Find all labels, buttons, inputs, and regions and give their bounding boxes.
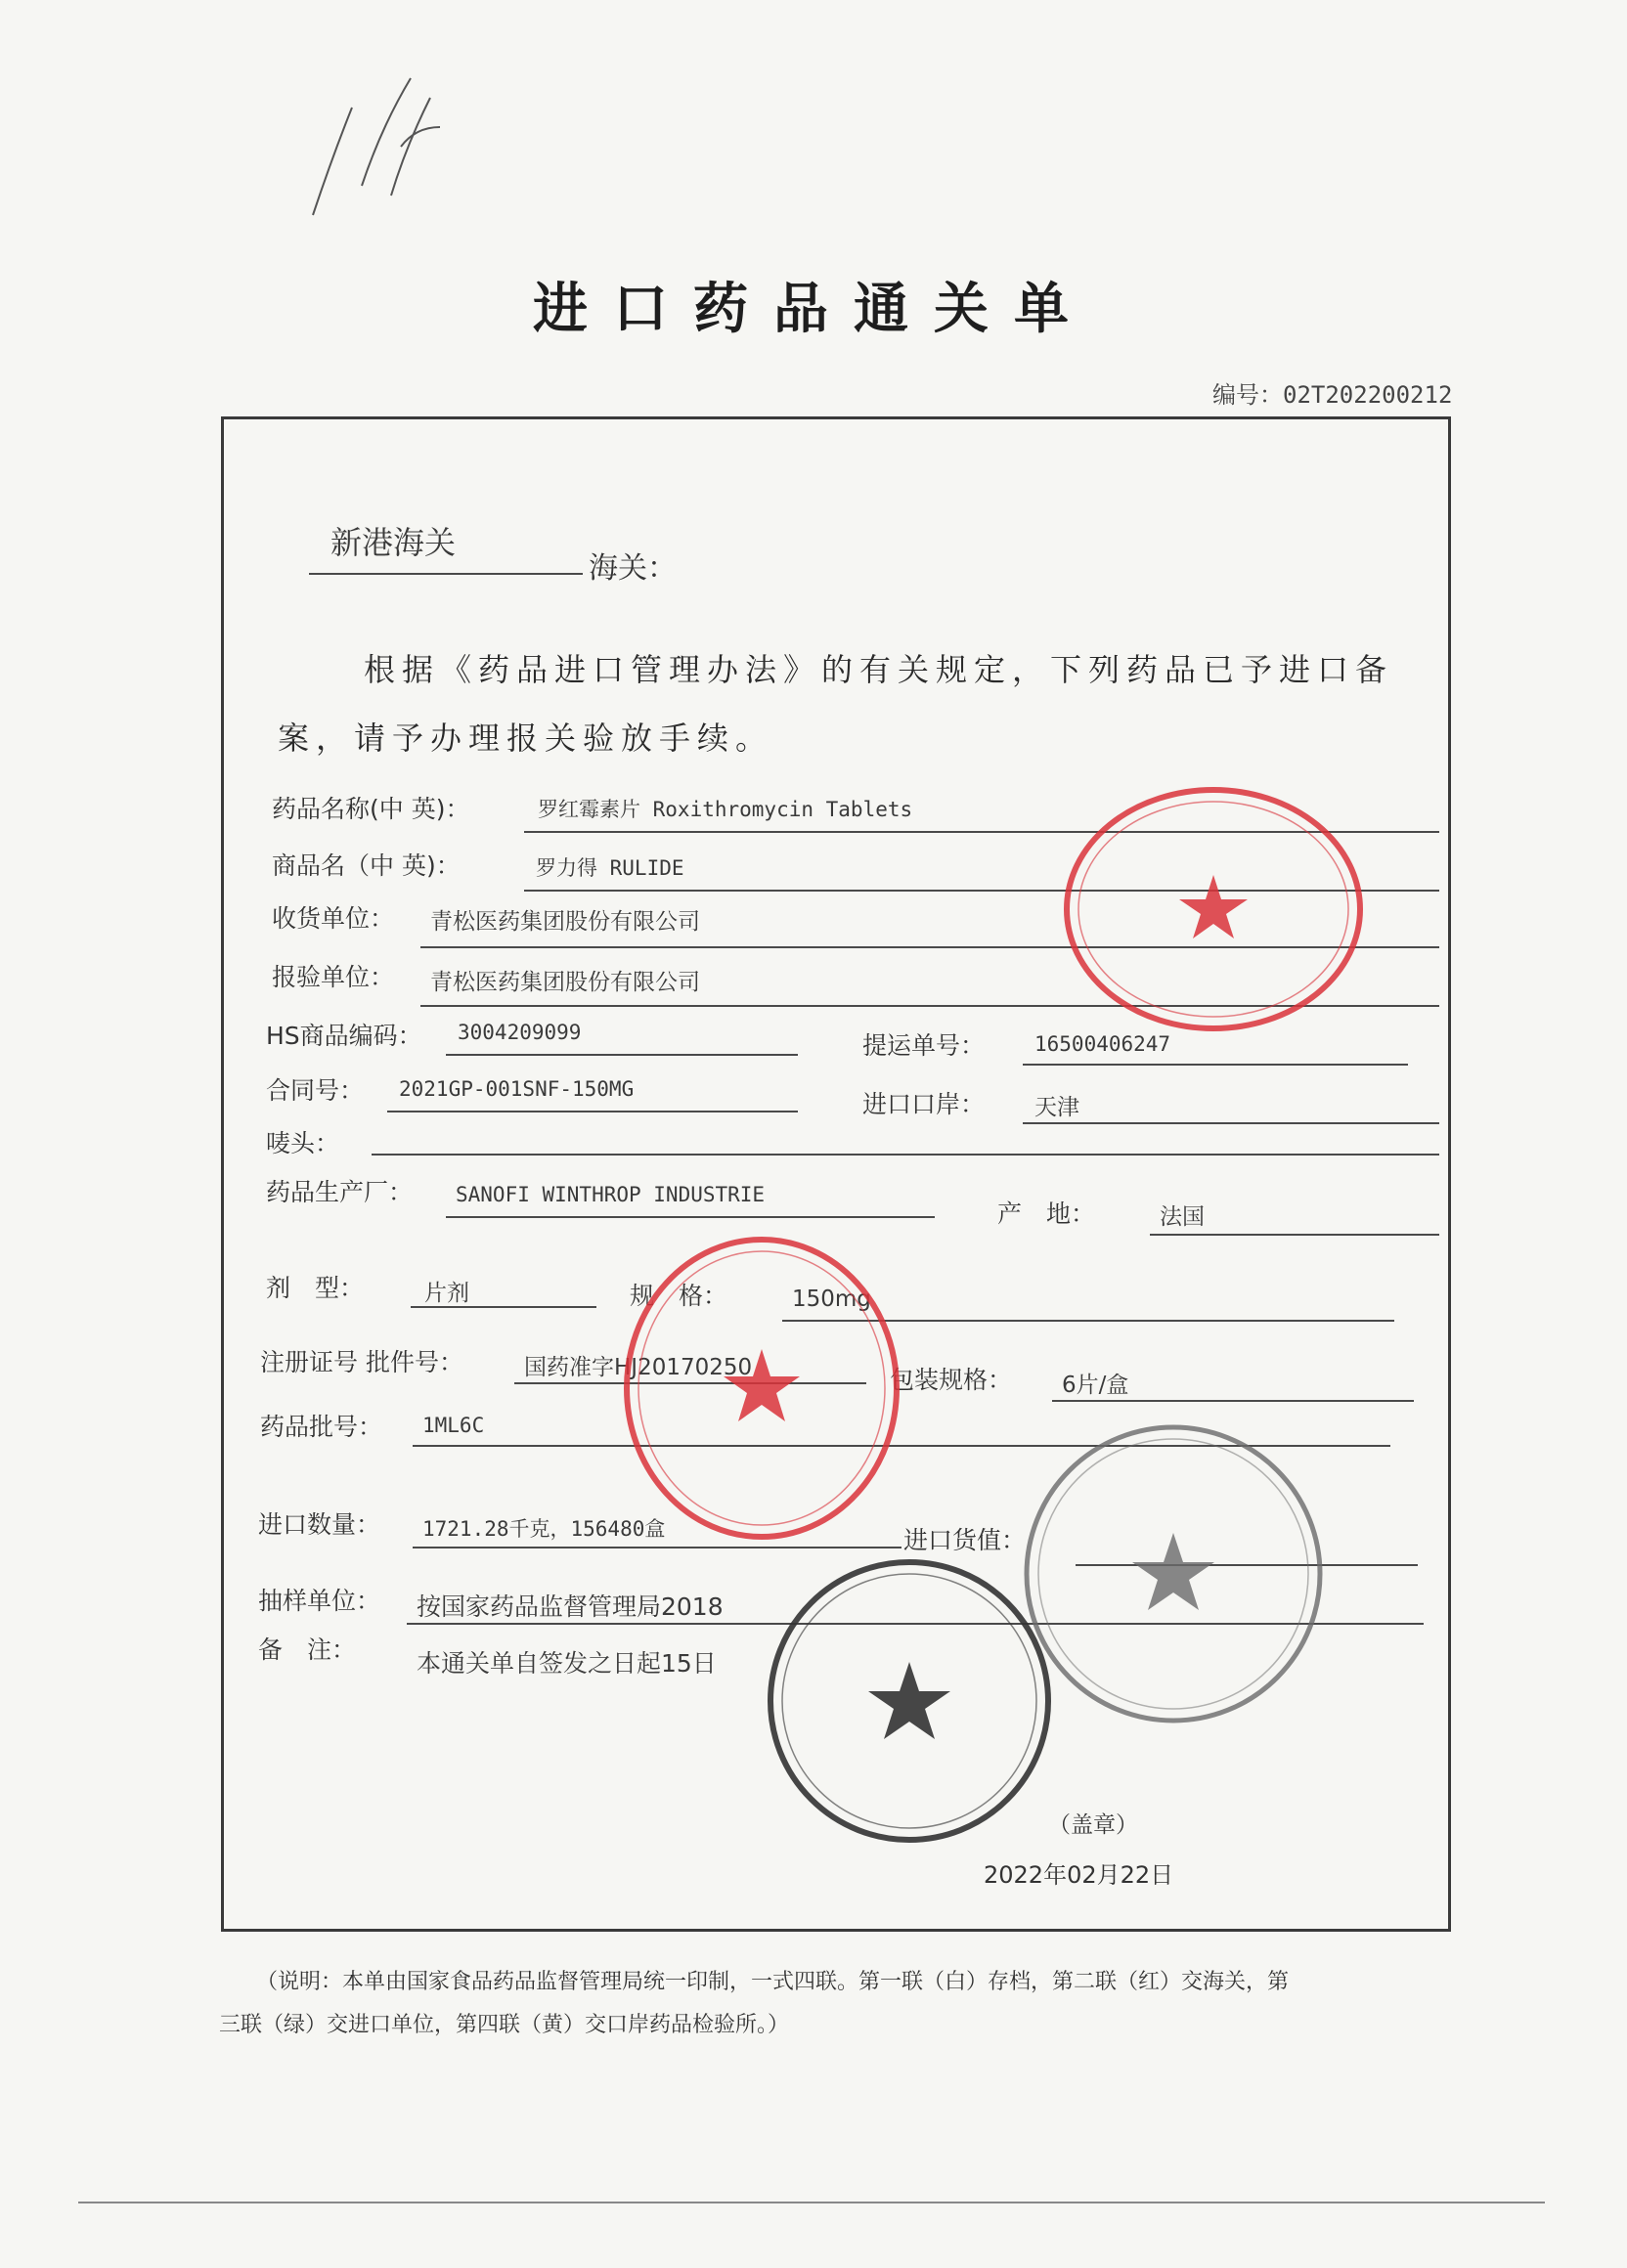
trade-name-label: 商品名（中 英)：	[272, 851, 461, 880]
footer-note-line-1: （说明：本单由国家食品药品监督管理局统一印制，一式四联。第一联（白）存档，第二联（红）交海关，第	[256, 1970, 1290, 1994]
hs-code-value: 3004209099	[458, 1021, 582, 1044]
red-seal-upper	[1062, 782, 1365, 1036]
serial-value: 02T202200212	[1283, 381, 1453, 409]
customs-suffix: 海关：	[589, 551, 677, 586]
footer-note-line-2: 三联（绿）交进口单位，第四联（黄）交口岸药品检验所。）	[219, 2013, 790, 2037]
serial-number	[1212, 375, 1452, 410]
intro-line-2: 案，请予办理报关验放手续。	[278, 720, 774, 757]
trade-name-value: 罗力得 RULIDE	[536, 856, 684, 880]
contract-label: 合同号：	[266, 1076, 365, 1105]
sampling-label: 抽样单位：	[258, 1587, 381, 1615]
origin-label: 产 地：	[997, 1199, 1096, 1228]
seal-note: （盖章）	[1048, 1812, 1138, 1838]
gray-seal-company	[1017, 1418, 1330, 1730]
handwritten-scribble	[293, 39, 469, 235]
bill-number-label: 提运单号：	[862, 1031, 986, 1060]
remark-label: 备 注：	[258, 1636, 357, 1664]
registration-value: 国药准字HJ20170250	[524, 1355, 753, 1380]
serial-label: 编号：	[1212, 381, 1283, 409]
specification-value: 150mg	[792, 1287, 871, 1312]
document-title: 进口药品通关单	[533, 278, 1094, 341]
declarant-label: 报验单位：	[272, 963, 395, 991]
intro-line-1: 根据《药品进口管理办法》的有关规定，下列药品已予进口备	[364, 651, 1394, 688]
shipping-mark-label: 唛头：	[266, 1129, 340, 1157]
sampling-value: 按国家药品监督管理局2018	[417, 1592, 724, 1621]
red-seal-middle	[620, 1232, 903, 1545]
port-value: 天津	[1034, 1095, 1079, 1120]
bill-number-value: 16500406247	[1034, 1032, 1171, 1056]
import-value-label: 进口货值：	[903, 1526, 1027, 1554]
contract-value: 2021GP-001SNF-150MG	[399, 1077, 635, 1101]
drug-name-label: 药品名称(中 英)：	[272, 795, 470, 823]
batch-label: 药品批号：	[260, 1413, 383, 1441]
package-spec-label: 包装规格：	[890, 1366, 1013, 1394]
manufacturer-value: SANOFI WINTHROP INDUSTRIE	[456, 1183, 766, 1206]
hs-code-label: HS商品编码：	[266, 1022, 422, 1050]
package-spec-value: 6片/盒	[1062, 1373, 1129, 1398]
port-label: 进口口岸：	[862, 1090, 986, 1118]
customs-name: 新港海关	[330, 524, 457, 561]
issue-date: 2022年02月22日	[984, 1861, 1174, 1889]
batch-value: 1ML6C	[422, 1414, 485, 1437]
remark-value: 本通关单自签发之日起15日	[417, 1649, 717, 1678]
consignee-value: 青松医药集团股份有限公司	[430, 909, 700, 935]
black-seal-tianjin	[763, 1554, 1056, 1848]
quantity-label: 进口数量：	[258, 1510, 381, 1539]
dosage-form-value: 片剂	[424, 1281, 469, 1306]
consignee-label: 收货单位：	[272, 904, 395, 933]
dosage-form-label: 剂 型：	[266, 1274, 365, 1302]
declarant-value: 青松医药集团股份有限公司	[430, 970, 700, 995]
manufacturer-label: 药品生产厂：	[266, 1178, 414, 1206]
registration-label: 注册证号 批件号：	[260, 1348, 463, 1376]
bottom-rule	[78, 2202, 1545, 2203]
drug-name-value: 罗红霉素片 Roxithromycin Tablets	[538, 798, 913, 821]
origin-value: 法国	[1160, 1204, 1205, 1230]
specification-label: 规 格：	[630, 1282, 728, 1310]
quantity-value: 1721.28千克，156480盒	[422, 1517, 666, 1541]
